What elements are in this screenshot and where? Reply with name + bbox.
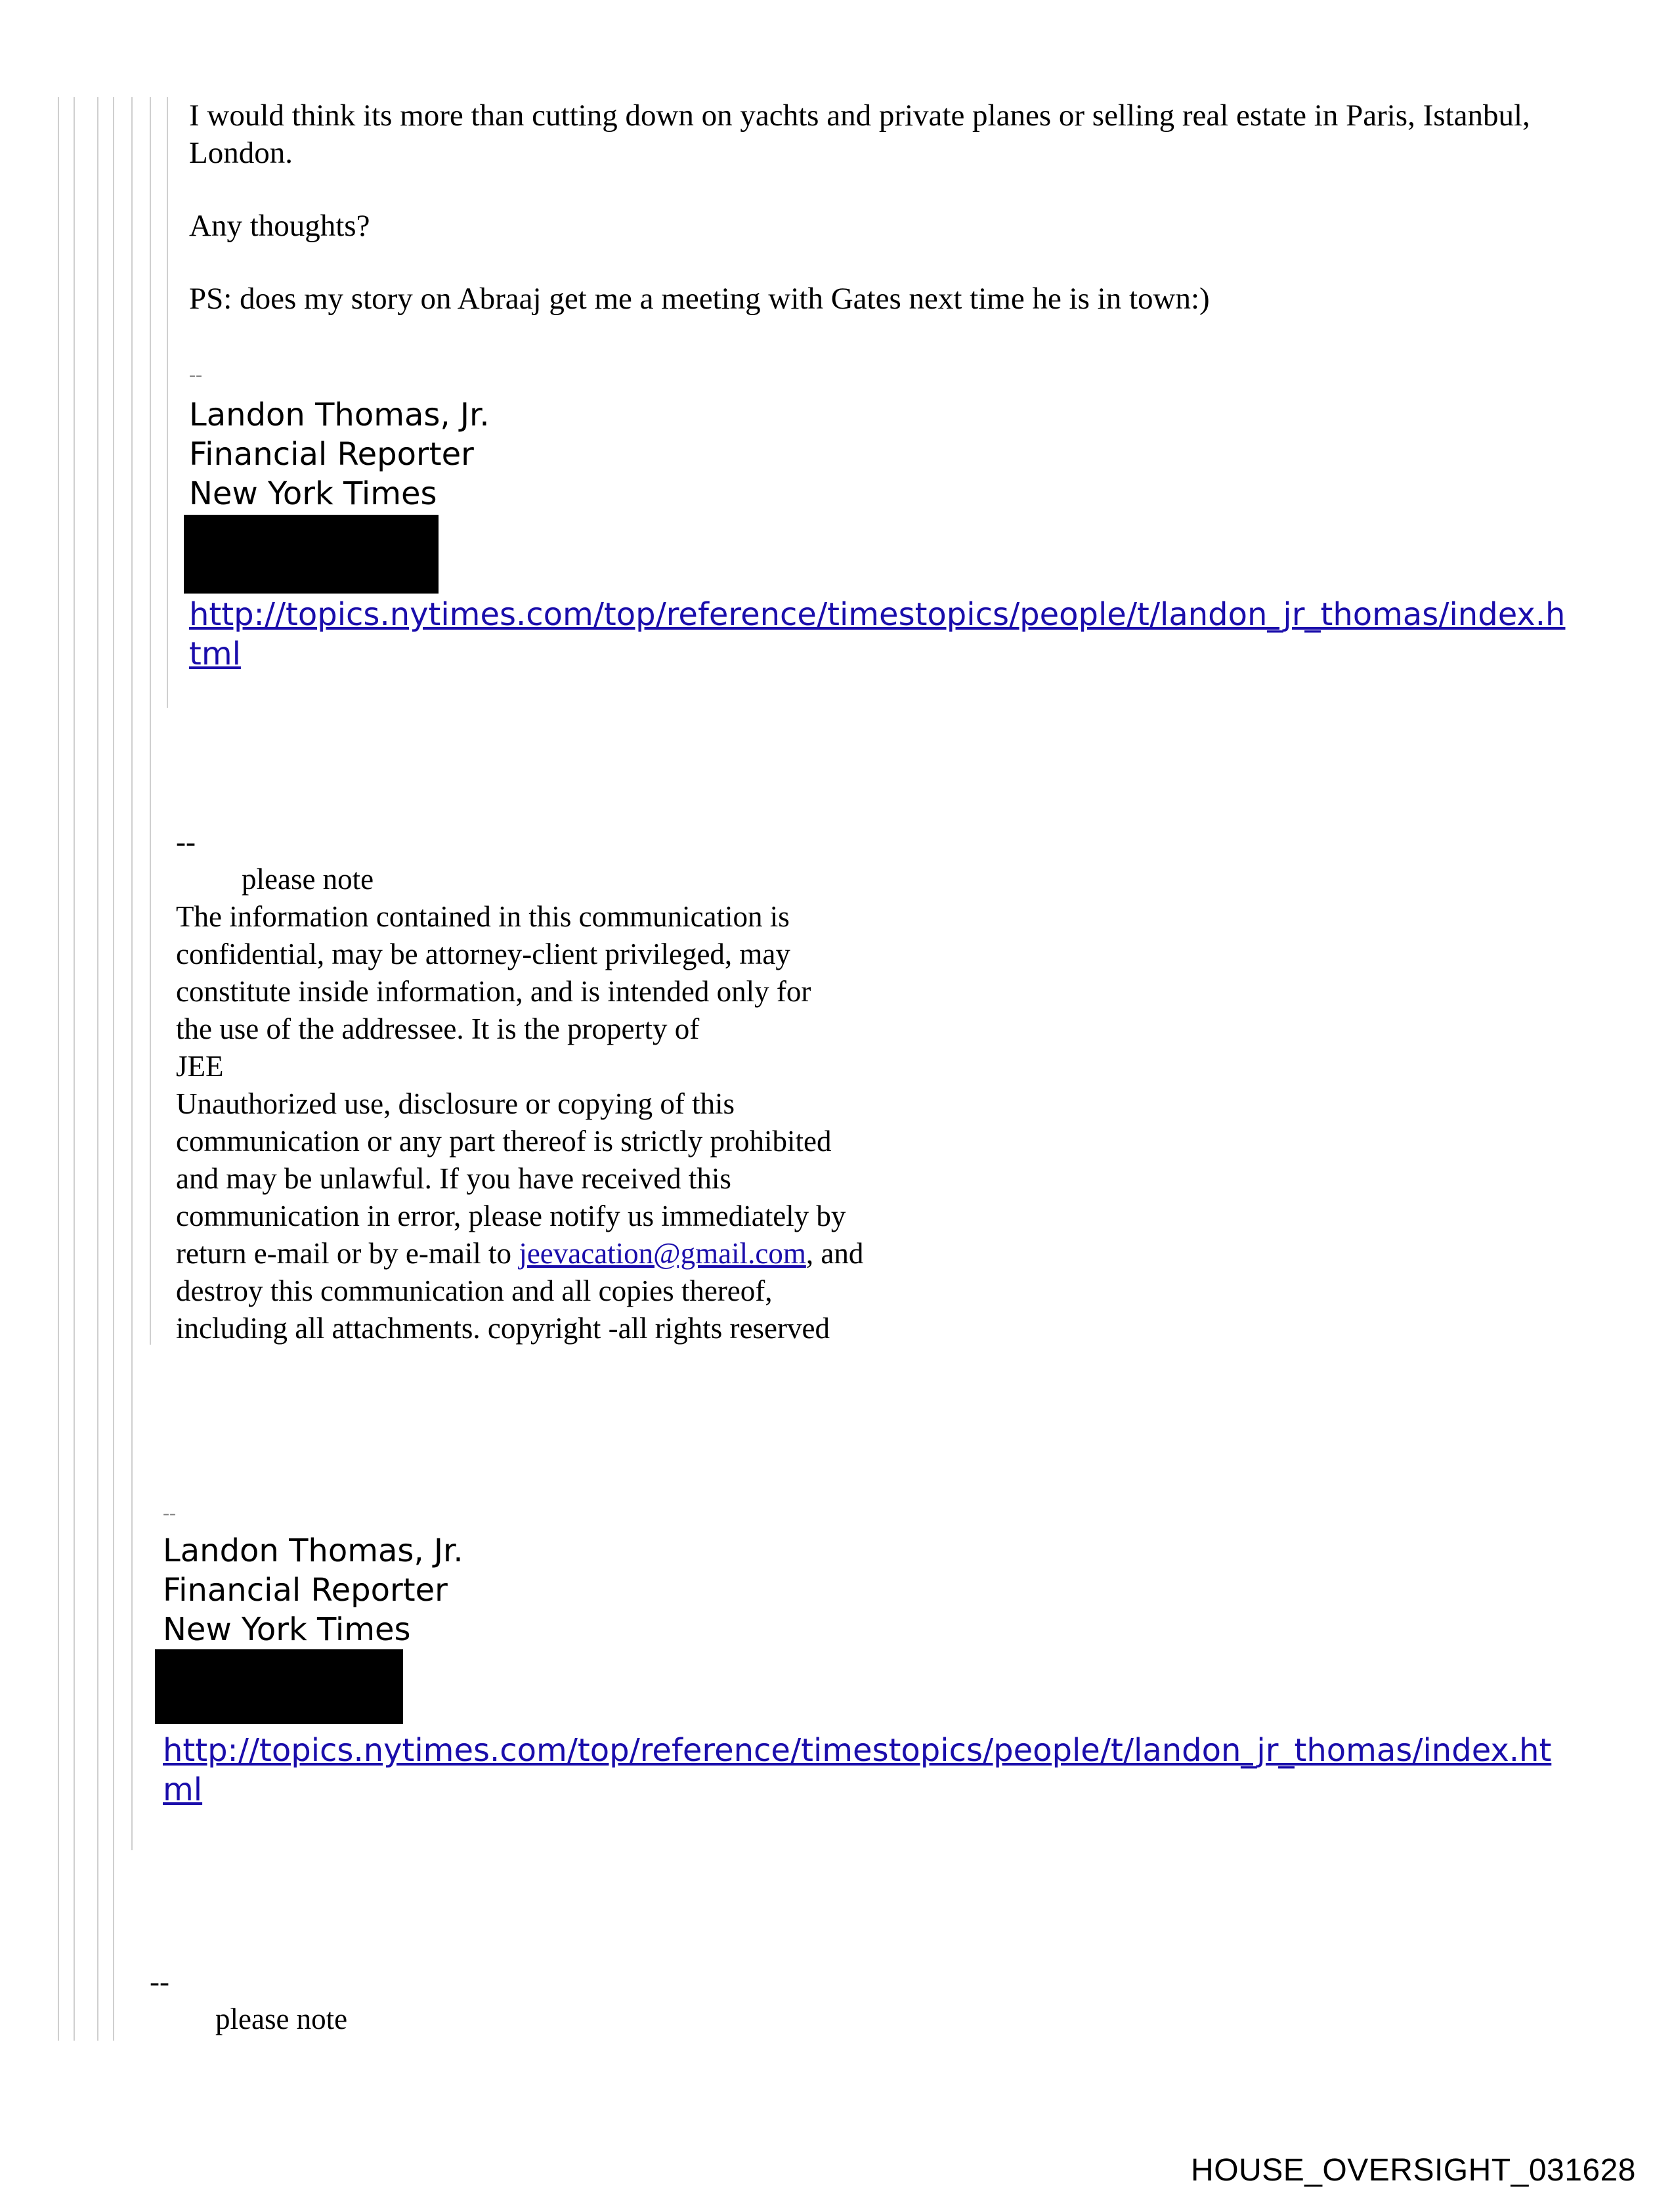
disclaimer-2-heading: please note — [215, 2003, 348, 2035]
signature-1-name: Landon Thomas, Jr. — [189, 397, 490, 433]
quote-bar-3 — [97, 97, 98, 2041]
quote-bar-5 — [131, 97, 133, 1850]
signature-2-link[interactable]: http://topics.nytimes.com/top/reference/timestopics/people/t/landon_jr_thomas/index.html — [163, 1732, 1552, 1808]
redaction-box-2 — [155, 1649, 403, 1724]
disclaimer-1-line: destroy this communication and all copies thereof, — [176, 1274, 773, 1307]
signature-2-name: Landon Thomas, Jr. — [163, 1532, 463, 1569]
signature-1-link[interactable]: http://topics.nytimes.com/top/reference/timestopics/people/t/landon_jr_thomas/index.html — [189, 596, 1566, 672]
quote-bar-4 — [113, 97, 114, 2041]
quote-bar-1 — [58, 97, 59, 2041]
disclaimer-1-email-prefix: return e-mail or by e-mail to — [176, 1237, 519, 1270]
quote-bar-7 — [167, 97, 168, 708]
disclaimer-1-email-line — [176, 1235, 1161, 1272]
signature-2-org: New York Times — [163, 1611, 411, 1648]
signature-1 — [189, 395, 490, 513]
disclaimer-1-line: communication in error, please notify us immediately by — [176, 1200, 846, 1232]
disclaimer-2-dash: -- — [150, 1965, 169, 1998]
disclaimer-1-line: JEE — [176, 1050, 224, 1083]
disclaimer-1-line: including all attachments. copyright -all rights reserved — [176, 1312, 830, 1345]
body-paragraph-2: Any thoughts? — [189, 209, 370, 243]
disclaimer-1 — [176, 823, 1161, 1347]
disclaimer-1-line: the use of the addressee. It is the property of — [176, 1012, 700, 1045]
quote-bar-6 — [150, 97, 151, 1345]
signature-1-title: Financial Reporter — [189, 436, 474, 473]
disclaimer-1-email-link[interactable]: jeevacation@gmail.com — [519, 1237, 806, 1270]
disclaimer-1-heading: please note — [242, 863, 374, 896]
disclaimer-1-line: The information contained in this communication is — [176, 900, 790, 933]
disclaimer-2 — [150, 1963, 806, 2038]
disclaimer-1-line: confidential, may be attorney-client privileged, may — [176, 938, 790, 970]
signature-1-org: New York Times — [189, 475, 437, 512]
disclaimer-1-line: constitute inside information, and is intended only for — [176, 975, 811, 1008]
disclaimer-1-line: Unauthorized use, disclosure or copying of this — [176, 1087, 735, 1120]
signature-1-dash: -- — [189, 364, 202, 385]
redaction-box-1 — [184, 515, 439, 594]
bates-number: HOUSE_OVERSIGHT_031628 — [1191, 2153, 1636, 2188]
signature-2 — [163, 1531, 463, 1649]
disclaimer-1-line: and may be unlawful. If you have received this — [176, 1162, 731, 1195]
disclaimer-1-line: communication or any part thereof is strictly prohibited — [176, 1125, 832, 1158]
disclaimer-1-dash: -- — [176, 825, 196, 858]
signature-2-dash: -- — [163, 1502, 176, 1524]
body-paragraph-1: I would think its more than cutting down on yachts and private planes or selling real estate in Paris, Istanbul, London. — [189, 98, 1530, 170]
body-paragraph-3: PS: does my story on Abraaj get me a meeting with Gates next time he is in town:) — [189, 282, 1210, 316]
disclaimer-1-email-suffix: , and — [805, 1237, 864, 1270]
signature-2-title: Financial Reporter — [163, 1572, 448, 1609]
email-body — [189, 97, 1568, 318]
quote-bar-2 — [74, 97, 75, 2041]
